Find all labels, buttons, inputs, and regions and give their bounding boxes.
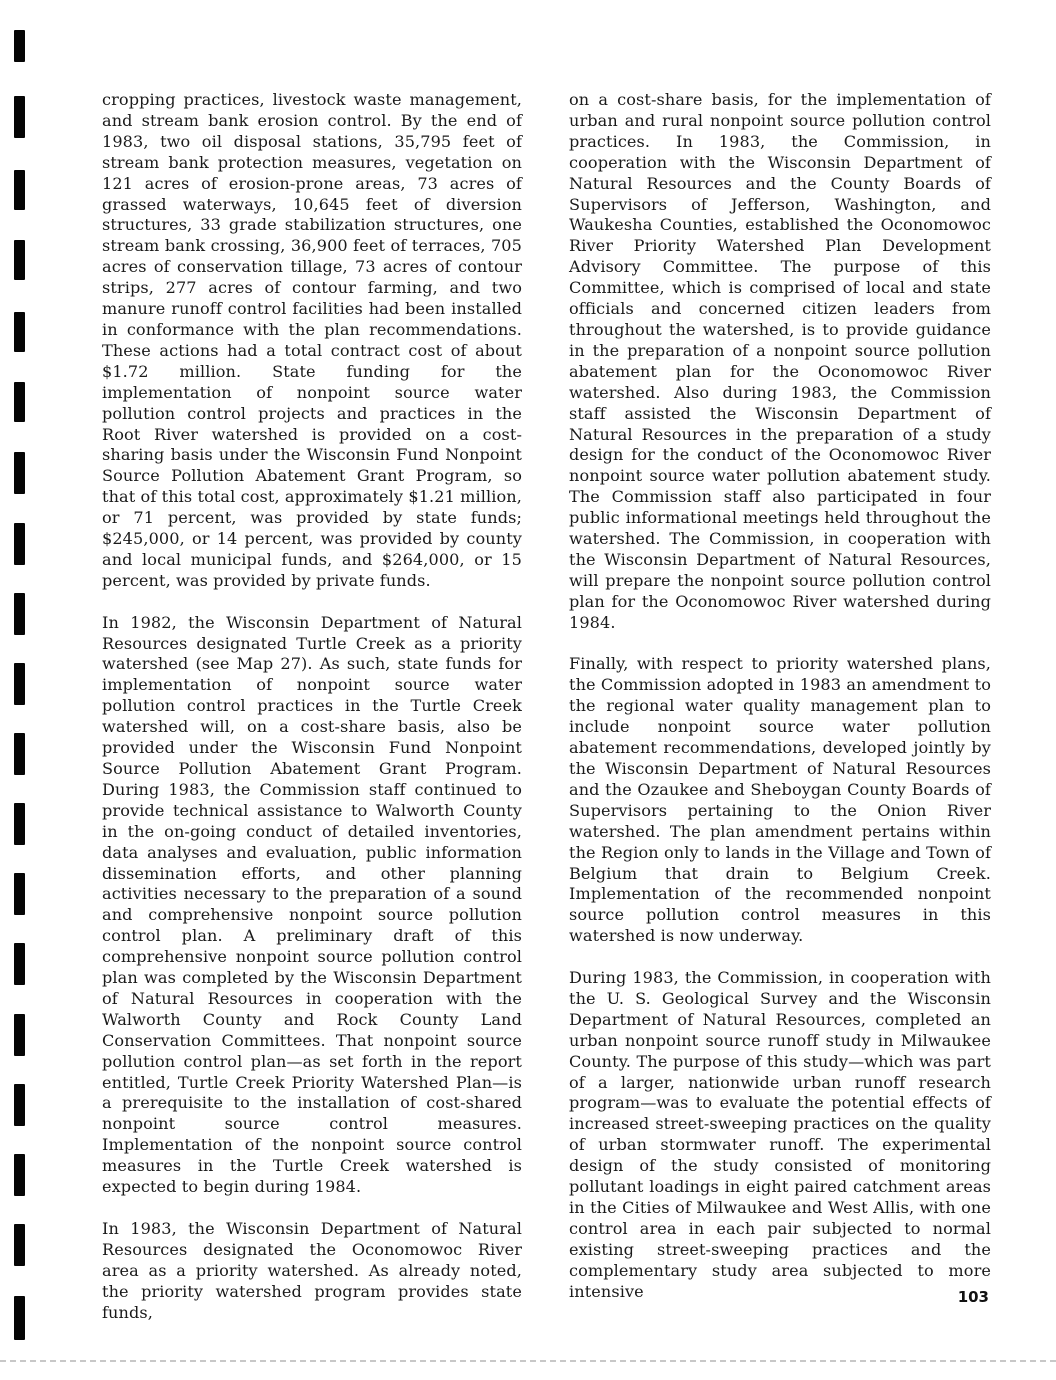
paragraph-oconomowoc-committee: on a cost-share basis, for the implementation of urban and rural nonpoint source pollution control practices. In 1983, the Commission, in cooperation with the Wisconsin Department of Natural Resources and the County Boards of Supervisors of Jefferson, Washington, and Waukesha Counties, established the Oconomowoc River Priority Watershed Plan Development Advisory Committee. The purpose of this Committee, which is comprised of local and state officials and concerned citizen leaders from throughout the watershed, is to provide guidance in the preparation of a nonpoint source pollution abatement plan for the Oconomowoc River watershed. Also during 1983, the Commission staff assisted the Wisconsin Department of Natural Resources in the preparation of a study design for the conduct of the Oconomowoc River nonpoint source water pollution abatement study. The Commission staff also participated in four public informational meetings held throughout the watershed. The Commission, in cooperation with the Wisconsin Department of Natural Resources, will prepare the nonpoint source pollution control plan for the Oconomowoc River watershed during 1984. xyxy=(569,90,991,632)
binding-hole xyxy=(14,96,25,138)
left-column xyxy=(102,90,522,1344)
paragraph-root-river: cropping practices, livestock waste management, and stream bank erosion control. By the end of 1983, two oil disposal stations, 35,795 feet of stream bank protection measures, vegetation on 121 acres of erosion-prone areas, 73 acres of grassed waterways, 10,645 feet of diversion structures, 33 grade stabilization structures, one stream bank crossing, 36,900 feet of terraces, 705 acres of conservation tillage, 73 acres of contour strips, 277 acres of contour farming, and two manure runoff control facilities had been installed in conformance with the plan recommendations. These actions had a total contract cost of about $1.72 million. State funding for the implementation of nonpoint source water pollution control projects and practices in the Root River watershed is provided on a cost-sharing basis under the Wisconsin Fund Nonpoint Source Pollution Abatement Grant Program, so that of this total cost, approximately $1.21 million, or 71 percent, was provided by state funds; $245,000, or 14 percent, was provided by county and local municipal funds, and $264,000, or 15 percent, was provided by private funds. xyxy=(102,90,522,590)
binding-hole xyxy=(14,593,25,635)
binding-hole xyxy=(14,943,25,985)
binding-hole xyxy=(14,803,25,845)
page-number: 103 xyxy=(957,1288,989,1306)
binding-hole xyxy=(14,1296,25,1340)
paragraph-onion-river: Finally, with respect to priority watershed plans, the Commission adopted in 1983 an amendment to the regional water quality management plan to include nonpoint source water pollution abatement recommendations, developed jointly by the Wisconsin Department of Natural Resources and the Ozaukee and Sheboygan County Boards of Supervisors pertaining to the Onion River watershed. The plan amendment pertains within the Region only to lands in the Village and Town of Belgium that drain to Belgium Creek. Implementation of the recommended nonpoint source pollution control measures in this watershed is now underway. xyxy=(569,654,991,946)
binding-hole xyxy=(14,452,25,494)
binding-hole xyxy=(14,733,25,775)
binding-hole xyxy=(14,1224,25,1266)
right-column xyxy=(569,90,991,1323)
binding-hole xyxy=(14,1084,25,1126)
binding-hole xyxy=(14,873,25,915)
binding-holes xyxy=(14,0,28,1380)
paragraph-turtle-creek: In 1982, the Wisconsin Department of Natural Resources designated Turtle Creek as a priority watershed (see Map 27). As such, state funds for implementation of nonpoint source water pollution control practices in the Turtle Creek watershed will, on a cost-share basis, also be provided under the Wisconsin Fund Nonpoint Source Pollution Abatement Grant Program. During 1983, the Commission staff continued to provide technical assistance to Walworth County in the on-going conduct of detailed inventories, data analyses and evaluation, public information dissemination efforts, and other planning activities necessary to the preparation of a sound and comprehensive nonpoint source pollution control plan. A preliminary draft of this comprehensive nonpoint source pollution control plan was completed by the Wisconsin Department of Natural Resources in cooperation with the Walworth County and Rock County Land Conservation Committees. That nonpoint source pollution control plan—as set forth in the report entitled, Turtle Creek Priority Watershed Plan—is a prerequisite to the installation of cost-shared nonpoint source control measures. Implementation of the nonpoint source control measures in the Turtle Creek watershed is expected to begin during 1984. xyxy=(102,612,522,1197)
binding-hole xyxy=(14,240,25,280)
binding-hole xyxy=(14,663,25,705)
binding-hole xyxy=(14,523,25,565)
paragraph-oconomowoc-intro: In 1983, the Wisconsin Department of Natural Resources designated the Oconomowoc River area as a priority watershed. As already noted, the priority watershed program provides state funds, xyxy=(102,1218,522,1322)
page-bottom-edge xyxy=(0,1360,1056,1362)
binding-hole xyxy=(14,170,25,210)
binding-hole xyxy=(14,30,25,62)
binding-hole xyxy=(14,1154,25,1196)
binding-hole xyxy=(14,1014,25,1056)
paragraph-milwaukee-runoff-study: During 1983, the Commission, in cooperation with the U. S. Geological Survey and the Wisconsin Department of Natural Resources, completed an urban nonpoint source runoff study in Milwaukee County. The purpose of this study—which was part of a larger, nationwide urban runoff research program—was to evaluate the potential effects of increased street-sweeping practices on the quality of urban stormwater runoff. The experimental design of the study consisted of monitoring pollutant loadings in eight paired catchment areas in the Cities of Milwaukee and West Allis, with one control area in each pair subjected to normal existing street-sweeping practices and the complementary study area subjected to more intensive xyxy=(569,968,991,1301)
binding-hole xyxy=(14,382,25,422)
binding-hole xyxy=(14,312,25,352)
